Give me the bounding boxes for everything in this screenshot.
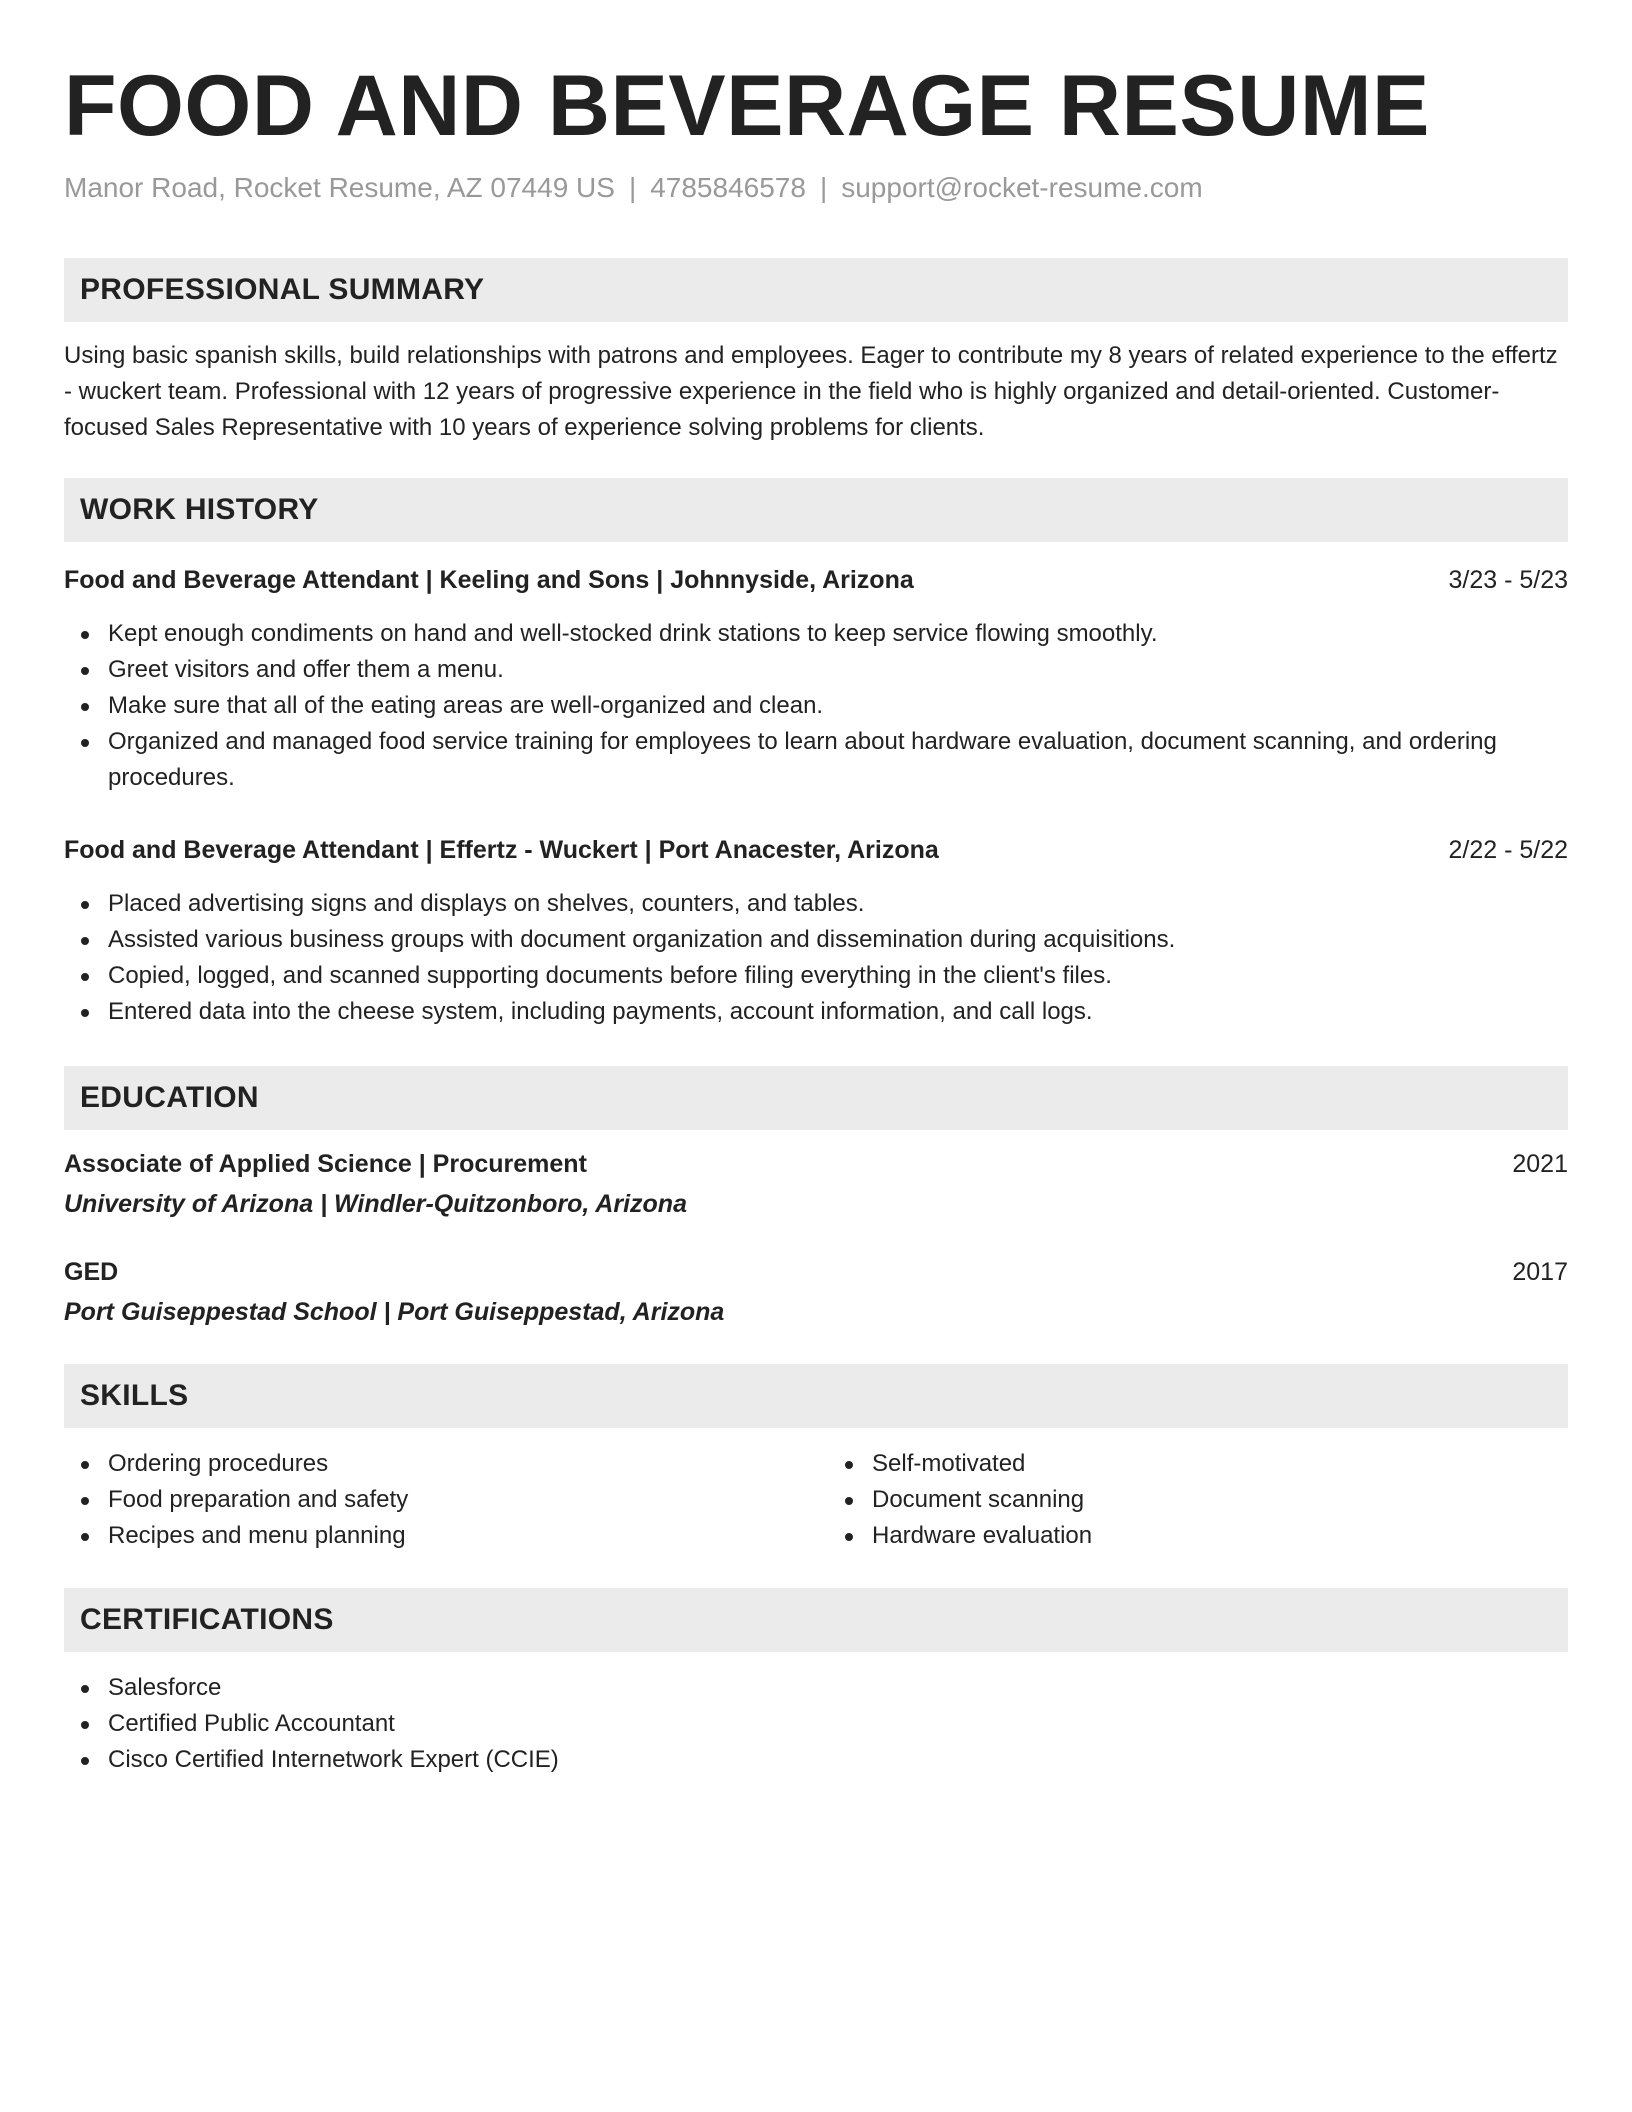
section-header-work-history: WORK HISTORY [64, 478, 1568, 542]
job-entry [64, 562, 1568, 796]
education-year: 2021 [1512, 1150, 1568, 1178]
job-bullets [64, 616, 1568, 796]
section-header-skills: SKILLS [64, 1364, 1568, 1428]
certification-item: Certified Public Accountant [64, 1706, 1568, 1742]
job-entry [64, 832, 1568, 1030]
contact-separator: | [628, 172, 637, 203]
education-degree: Associate of Applied Science | Procurement [64, 1150, 587, 1178]
job-bullet: Kept enough condiments on hand and well-stocked drink stations to keep service flowing smoothly. [64, 616, 1568, 652]
education-entry [64, 1146, 1568, 1222]
contact-address: Manor Road, Rocket Resume, AZ 07449 US [64, 172, 615, 203]
skill-item: Recipes and menu planning [64, 1518, 816, 1554]
education-header [64, 1254, 1568, 1290]
contact-line [64, 170, 1568, 206]
summary-text: Using basic spanish skills, build relationships with patrons and employees. Eager to contribute my 8 years of related experience to the effertz - wuckert team. Professional with 12 years of progressive experience in the field who is highly organized and detail-oriented. Customer-focused Sales Representative with 10 years of experience solving problems for clients. [64, 342, 1558, 441]
education-year: 2017 [1512, 1258, 1568, 1286]
job-bullet: Entered data into the cheese system, including payments, account information, and call logs. [64, 994, 1568, 1030]
job-dates: 3/23 - 5/23 [1448, 566, 1568, 594]
skills-column-right [816, 1446, 1568, 1554]
job-title: Food and Beverage Attendant | Effertz - Wuckert | Port Anacester, Arizona [64, 836, 939, 864]
skill-item: Self-motivated [828, 1446, 1568, 1482]
section-header-certifications: CERTIFICATIONS [64, 1588, 1568, 1652]
education-entry [64, 1254, 1568, 1330]
skills-column-left [64, 1446, 816, 1554]
certification-item: Salesforce [64, 1670, 1568, 1706]
job-header [64, 562, 1568, 598]
resume-title: FOOD AND BEVERAGE RESUME [64, 58, 1430, 154]
job-bullets [64, 886, 1568, 1030]
job-title: Food and Beverage Attendant | Keeling and Sons | Johnnyside, Arizona [64, 566, 914, 594]
contact-email: support@rocket-resume.com [841, 172, 1203, 203]
job-dates: 2/22 - 5/22 [1448, 836, 1568, 864]
skill-item: Food preparation and safety [64, 1482, 816, 1518]
contact-separator: | [819, 172, 828, 203]
certifications-list [64, 1670, 1568, 1778]
certification-item: Cisco Certified Internetwork Expert (CCIE) [64, 1742, 1568, 1778]
job-bullet: Copied, logged, and scanned supporting documents before filing everything in the client's files. [64, 958, 1568, 994]
job-bullet: Greet visitors and offer them a menu. [64, 652, 1568, 688]
skills-grid [64, 1446, 1568, 1554]
education-school: University of Arizona | Windler-Quitzonboro, Arizona [64, 1190, 687, 1218]
job-header [64, 832, 1568, 868]
job-bullet: Organized and managed food service training for employees to learn about hardware evaluation, document scanning, and ordering procedures. [64, 724, 1568, 796]
education-degree: GED [64, 1258, 119, 1286]
job-bullet: Placed advertising signs and displays on shelves, counters, and tables. [64, 886, 1568, 922]
job-bullet: Assisted various business groups with document organization and dissemination during acquisitions. [64, 922, 1568, 958]
contact-phone: 4785846578 [650, 172, 806, 203]
skill-item: Hardware evaluation [828, 1518, 1568, 1554]
section-header-summary: PROFESSIONAL SUMMARY [64, 258, 1568, 322]
section-header-education: EDUCATION [64, 1066, 1568, 1130]
job-bullet: Make sure that all of the eating areas are well-organized and clean. [64, 688, 1568, 724]
education-school: Port Guiseppestad School | Port Guiseppestad, Arizona [64, 1298, 725, 1326]
education-header [64, 1146, 1568, 1182]
skill-item: Document scanning [828, 1482, 1568, 1518]
skill-item: Ordering procedures [64, 1446, 816, 1482]
